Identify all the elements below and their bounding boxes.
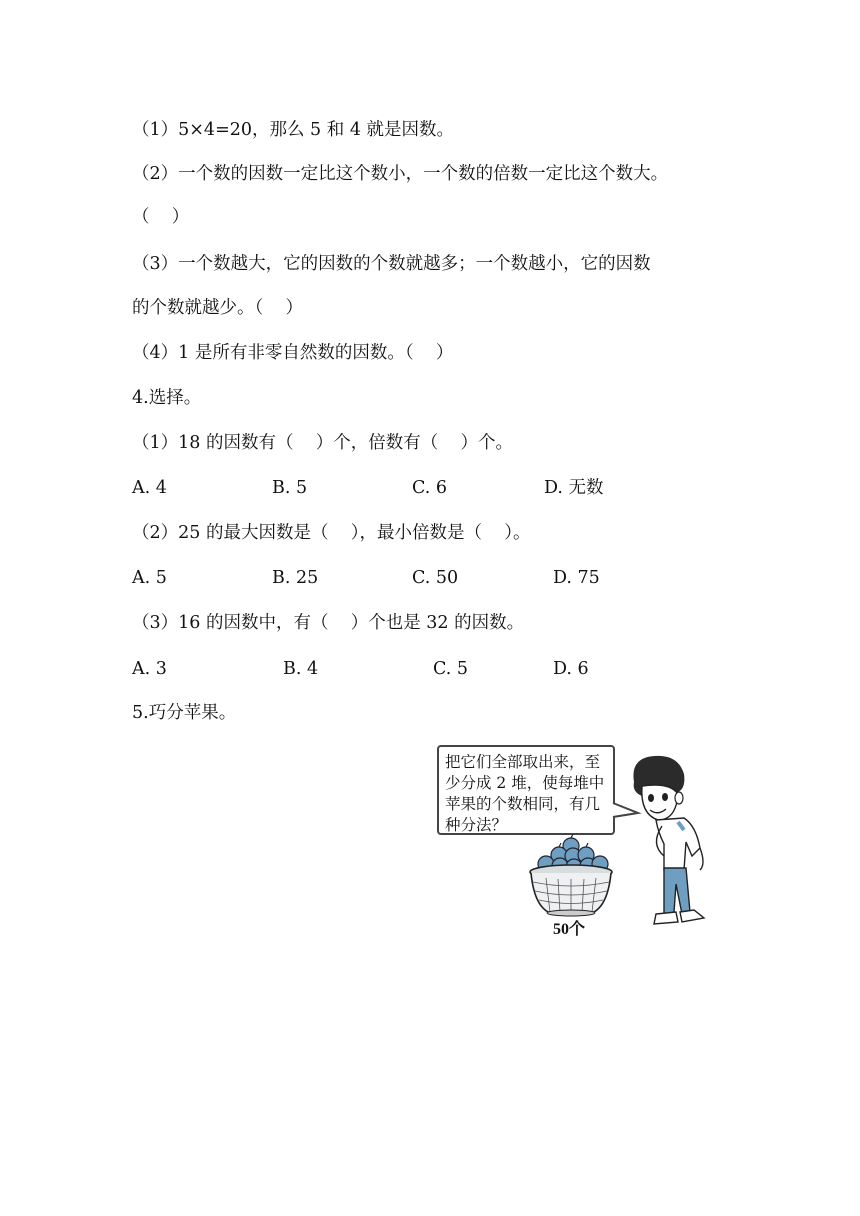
bubble-line-1: 把它们全部取出来，至 [445, 753, 601, 771]
q4-3-option-c: C. 5 [433, 659, 469, 679]
q4-2-option-b: B. 25 [272, 568, 319, 588]
q5-title: 5.巧分苹果。 [132, 703, 237, 723]
q3-item-2: （2）一个数的因数一定比这个数小，一个数的倍数一定比这个数大。 [132, 164, 669, 184]
q4-2-option-a: A. 5 [132, 568, 167, 588]
bubble-line-4: 种分法？ [445, 816, 508, 834]
bubble-line-3: 苹果的个数相同，有几 [445, 795, 601, 813]
q4-2-option-d: D. 75 [553, 568, 600, 588]
q4-1-option-c: C. 6 [412, 478, 448, 498]
q3-item-3: （3）一个数越大，它的因数的个数就越多；一个数越小，它的因数 [132, 254, 651, 274]
q4-1-option-d: D. 无数 [544, 478, 604, 498]
q3-item-3-cont: 的个数就越少。（ ） [132, 298, 304, 318]
q4-3-option-d: D. 6 [553, 659, 589, 679]
bubble-line-2: 少分成 2 堆，使每堆中 [445, 774, 605, 792]
q4-1-option-b: B. 5 [272, 478, 308, 498]
q4-2-option-c: C. 50 [412, 568, 459, 588]
q4-question-1: （1）18 的因数有（ ）个，倍数有（ ）个。 [132, 433, 513, 453]
q4-1-option-a: A. 4 [132, 478, 167, 498]
basket-label: 50个 [553, 921, 586, 938]
apple-basket-icon [526, 832, 616, 918]
q3-item-2-answer: （ ） [132, 207, 190, 227]
q4-question-2: （2）25 的最大因数是（ ），最小倍数是（ ）。 [132, 523, 531, 543]
q4-3-option-b: B. 4 [283, 659, 319, 679]
q3-item-1: （1）5×4=20，那么 5 和 4 就是因数。 [132, 120, 455, 140]
q4-3-option-a: A. 3 [132, 659, 167, 679]
q4-question-3: （3）16 的因数中，有（ ）个也是 32 的因数。 [132, 613, 525, 633]
q4-title: 4.选择。 [132, 388, 202, 408]
boy-character-icon [620, 752, 712, 928]
q3-item-4: （4）1 是所有非零自然数的因数。（ ） [132, 343, 454, 363]
speech-bubble [437, 745, 615, 835]
